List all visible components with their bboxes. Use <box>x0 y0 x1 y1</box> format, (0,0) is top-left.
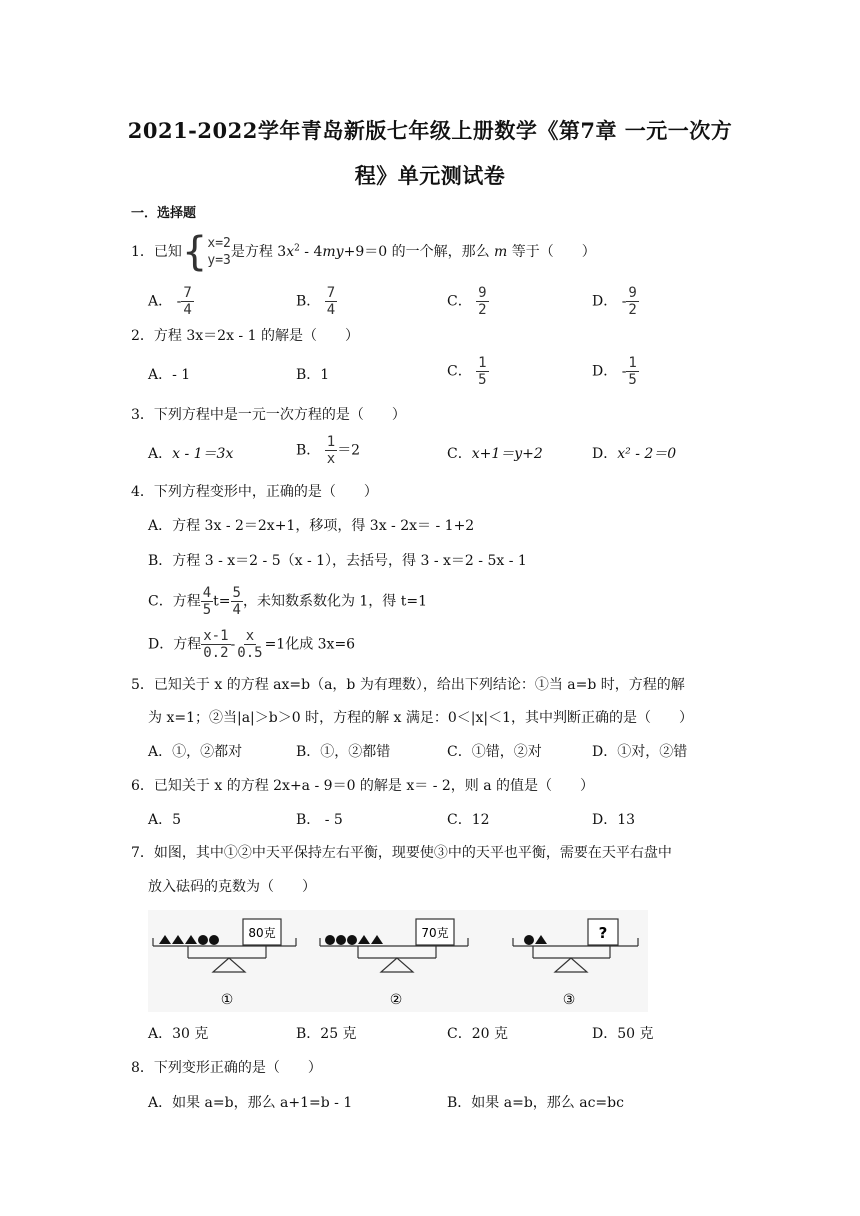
q1-equation-system: { x=2 y=3 <box>181 229 231 275</box>
q1-num: 1．已知 <box>131 244 182 260</box>
scale-1-number: ① <box>220 992 234 1008</box>
q3-option-c: C．x+1＝y+2 <box>447 446 543 462</box>
question-5-line2: 为 x=1；②当|a|＞b＞0 时，方程的解 x 满足：0＜|x|＜1，其中判断正确的是（ ） <box>148 710 694 726</box>
q7-option-d: D．50 克 <box>592 1026 654 1042</box>
q8-option-b: B．如果 a=b，那么 ac=bc <box>447 1095 624 1111</box>
q3-option-a: A．x - 1＝3x <box>148 446 234 462</box>
q2-option-d: D． - $\frac{1}{5}$ <box>592 355 637 388</box>
q3-option-d: D．x² - 2＝0 <box>592 446 677 462</box>
q2-option-c: C． $\frac{1}{5}$ <box>447 355 487 388</box>
section-heading: 一．选择题 <box>131 206 197 221</box>
question-7-line2: 放入砝码的克数为（ ） <box>148 879 316 895</box>
q1-option-d: D． - $\frac{9}{2}$ <box>592 285 637 318</box>
q1-option-b: B． $\frac{7}{4}$ <box>296 285 336 318</box>
question-7-line1: 7．如图，其中①②中天平保持左右平衡，现要使③中的天平也平衡，需要在天平右盘中 <box>131 845 672 861</box>
q4-option-a: A．方程 3x - 2＝2x+1，移项，得 3x - 2x＝ - 1+2 <box>148 518 475 534</box>
q5-option-a: A．①，②都对 <box>148 744 243 760</box>
question-8: 8．下列变形正确的是（ ） <box>131 1060 322 1076</box>
q6-option-d: D．13 <box>592 812 636 828</box>
balance-scales-figure <box>148 910 648 1012</box>
scale-3-label: ? <box>598 924 608 942</box>
q5-option-c: C．①错，②对 <box>447 744 542 760</box>
question-5-line1: 5．已知关于 x 的方程 ax=b（a，b 为有理数），给出下列结论：①当 a=b 时，方程的解 <box>131 677 685 693</box>
q4-option-d: D．方程 $\frac{x-1}{0.2}$ - $\frac{x}{0.5}$ =1化成 3x=6 <box>148 628 356 661</box>
q1-option-c: C． $\frac{9}{2}$ <box>447 285 487 318</box>
q2-option-b: B．1 <box>296 367 330 383</box>
question-2: 2．方程 3x＝2x - 1 的解是（ ） <box>131 328 359 344</box>
q7-option-b: B．25 克 <box>296 1026 357 1042</box>
question-1: 1．已知 { x=2 y=3 是方程 $3x^2 - 4my+9=0$ 的一个解，那么 m 等于（ ） <box>131 229 596 275</box>
page-title-line1: 2021-2022学年青岛新版七年级上册数学《第7章 一元一次方 <box>127 118 733 143</box>
q1-option-a: A． - $\frac{7}{4}$ <box>148 285 192 318</box>
q6-option-b: B． - 5 <box>296 812 343 828</box>
q5-option-d: D．①对，②错 <box>592 744 688 760</box>
scale-3-number: ③ <box>562 992 576 1008</box>
q4-option-b: B．方程 3 - x＝2 - 5（x - 1），去括号，得 3 - x＝2 - 5x - 1 <box>148 553 527 569</box>
q4-option-c: C．方程 $\frac{4}{5}$ t= $\frac{5}{4}$ ，未知数系数化为 1，得 t=1 <box>148 585 428 618</box>
q7-option-c: C．20 克 <box>447 1026 508 1042</box>
question-4: 4．下列方程变形中，正确的是（ ） <box>131 484 378 500</box>
question-6: 6．已知关于 x 的方程 2x+a - 9＝0 的解是 x＝ - 2，则 a 的值是（ ） <box>131 778 595 794</box>
scale-2-label: 70克 <box>421 926 449 940</box>
q6-option-a: A．5 <box>148 812 182 828</box>
q6-option-c: C．12 <box>447 812 490 828</box>
q5-option-b: B．①，②都错 <box>296 744 391 760</box>
q2-option-a: A．- 1 <box>148 367 191 383</box>
page-title-line2: 程》单元测试卷 <box>354 163 506 188</box>
q3-option-b: B． $\frac{1}{x}$ ＝2 <box>296 434 361 467</box>
scale-1-label: 80克 <box>248 926 276 940</box>
scale-2-number: ② <box>389 992 403 1008</box>
question-3: 3．下列方程中是一元一次方程的是（ ） <box>131 407 406 423</box>
q8-option-a: A．如果 a=b，那么 a+1=b - 1 <box>148 1095 353 1111</box>
q7-option-a: A．30 克 <box>148 1026 209 1042</box>
